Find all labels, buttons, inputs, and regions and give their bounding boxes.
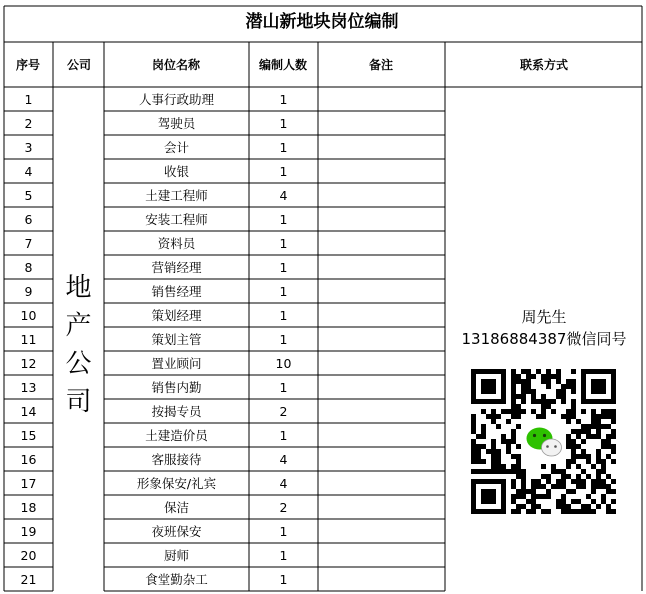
cell-position[interactable]: 土建造价员	[145, 428, 208, 443]
cell-seq[interactable]: 3	[24, 140, 33, 155]
cell-position[interactable]: 资料员	[157, 236, 196, 251]
header-seq[interactable]: 序号	[15, 58, 41, 72]
cell-position[interactable]: 保洁	[163, 500, 190, 515]
header-remark[interactable]: 备注	[368, 58, 394, 72]
contact-person[interactable]: 周先生	[521, 308, 567, 326]
cell-position[interactable]: 夜班保安	[151, 524, 202, 539]
cell-count[interactable]: 1	[279, 284, 288, 299]
cell-count[interactable]: 1	[279, 116, 288, 131]
cell-count[interactable]: 4	[279, 452, 288, 467]
cell-position[interactable]: 销售内勤	[151, 380, 202, 395]
cell-position[interactable]: 会计	[163, 140, 190, 155]
cell-seq[interactable]: 10	[20, 308, 37, 323]
company-char: 司	[65, 387, 92, 417]
cell-position[interactable]: 客服接待	[151, 452, 202, 467]
qr-finder-core	[481, 379, 496, 394]
qr-finder-core	[591, 379, 606, 394]
cell-count[interactable]: 4	[279, 188, 288, 203]
cell-position[interactable]: 策划经理	[151, 308, 202, 323]
cell-seq[interactable]: 6	[24, 212, 33, 227]
cell-seq[interactable]: 1	[24, 92, 33, 107]
header-count[interactable]: 编制人数	[258, 58, 308, 72]
cell-count[interactable]: 1	[279, 308, 288, 323]
cell-position[interactable]: 策划主管	[151, 332, 202, 347]
company-char: 公	[65, 349, 92, 379]
cell-count[interactable]: 4	[279, 476, 288, 491]
cell-seq[interactable]: 8	[24, 260, 33, 275]
cell-seq[interactable]: 2	[24, 116, 33, 131]
cell-count[interactable]: 1	[279, 212, 288, 227]
cell-count[interactable]: 2	[279, 500, 288, 515]
cell-position[interactable]: 驾驶员	[157, 116, 196, 131]
cell-count[interactable]: 1	[279, 428, 288, 443]
cell-count[interactable]: 1	[279, 236, 288, 251]
cell-seq[interactable]: 11	[20, 332, 37, 347]
header-company[interactable]: 公司	[66, 58, 92, 72]
wechat-bubble-icon	[542, 439, 562, 456]
wechat-eye-icon	[543, 434, 546, 437]
cell-position[interactable]: 厨师	[163, 548, 190, 563]
contact-phone[interactable]: 13186884387微信同号	[461, 330, 627, 348]
cell-seq[interactable]: 18	[20, 500, 37, 515]
cell-count[interactable]: 1	[279, 164, 288, 179]
cell-position[interactable]: 销售经理	[151, 284, 202, 299]
wechat-eye-icon	[554, 445, 557, 448]
cell-seq[interactable]: 5	[24, 188, 33, 203]
sheet-title[interactable]: 潜山新地块岗位编制	[245, 12, 399, 32]
cell-seq[interactable]: 13	[20, 380, 37, 395]
cell-position[interactable]: 营销经理	[151, 260, 202, 275]
table-rows	[21, 92, 292, 587]
cell-position[interactable]: 置业顾问	[151, 356, 202, 371]
cell-seq[interactable]: 4	[24, 164, 33, 179]
cell-count[interactable]: 1	[279, 140, 288, 155]
wechat-eye-icon	[533, 434, 536, 437]
cell-position[interactable]: 食堂勤杂工	[145, 572, 208, 587]
cell-seq[interactable]: 7	[24, 236, 33, 251]
header-position[interactable]: 岗位名称	[151, 58, 201, 72]
cell-seq[interactable]: 12	[20, 356, 37, 371]
cell-seq[interactable]: 9	[24, 284, 33, 299]
cell-seq[interactable]: 20	[20, 548, 37, 563]
qr-finder-core	[481, 489, 496, 504]
cell-count[interactable]: 1	[279, 524, 288, 539]
cell-position[interactable]: 收银	[163, 164, 190, 179]
cell-count[interactable]: 1	[279, 548, 288, 563]
company-cell[interactable]	[65, 273, 91, 417]
cell-count[interactable]: 1	[279, 92, 288, 107]
cell-count[interactable]: 2	[279, 404, 288, 419]
wechat-eye-icon	[546, 445, 549, 448]
cell-count[interactable]: 1	[279, 260, 288, 275]
cell-position[interactable]: 安装工程师	[145, 212, 208, 227]
cell-count[interactable]: 1	[279, 332, 288, 347]
cell-seq[interactable]: 17	[20, 476, 37, 491]
qr-code-icon	[469, 367, 618, 516]
cell-seq[interactable]: 21	[20, 572, 37, 587]
company-char: 地	[65, 273, 92, 303]
cell-seq[interactable]: 15	[20, 428, 37, 443]
cell-position[interactable]: 土建工程师	[145, 188, 208, 203]
company-char: 产	[65, 311, 92, 341]
cell-seq[interactable]: 14	[20, 404, 37, 419]
cell-position[interactable]: 形象保安/礼宾	[136, 476, 217, 491]
cell-count[interactable]: 10	[275, 356, 292, 371]
cell-seq[interactable]: 19	[20, 524, 37, 539]
cell-seq[interactable]: 16	[20, 452, 37, 467]
cell-position[interactable]: 按揭专员	[151, 404, 202, 419]
cell-position[interactable]: 人事行政助理	[138, 92, 215, 107]
cell-count[interactable]: 1	[279, 572, 288, 587]
header-contact[interactable]: 联系方式	[519, 58, 569, 72]
cell-count[interactable]: 1	[279, 380, 288, 395]
